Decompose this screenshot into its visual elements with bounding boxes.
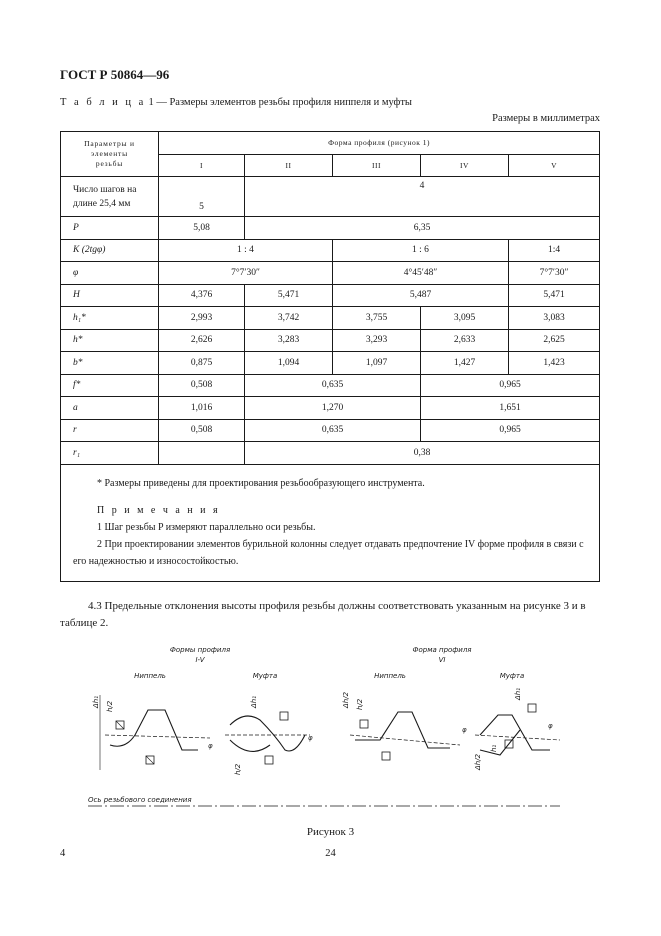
table-cell: 1,270 [245, 397, 421, 420]
table-cell: 0,508 [159, 374, 245, 397]
header-param-line: элементы [91, 149, 128, 158]
row-label: Число шагов на длине 25,4 мм [61, 177, 159, 217]
table-cell: 3,095 [421, 307, 509, 330]
table-cell: 7°7′30″ [159, 262, 333, 285]
table-cell: 6,35 [245, 217, 600, 240]
thread-axis-label: Ось резьбового соединения [88, 796, 192, 804]
table-cell: 3,283 [245, 329, 333, 352]
table-cell: 4°45′48″ [333, 262, 509, 285]
right-title-line-2: VI [438, 656, 446, 664]
units-note: Размеры в миллиметрах [492, 113, 600, 124]
row-label: f* [61, 374, 159, 397]
table-caption [60, 97, 412, 108]
header-param-cell [61, 132, 159, 177]
dim-label: φ [548, 722, 553, 730]
dim-label: Δh/2 [342, 691, 350, 708]
header-form: V [509, 154, 600, 177]
table-cell: 1,094 [245, 352, 333, 375]
table-caption-number: 1 [148, 97, 154, 108]
header-param-line: резьбы [95, 159, 124, 168]
left-title-line-1: Формы профиля [169, 646, 231, 654]
left-coupling-label: Муфта [252, 672, 278, 680]
left-nipple-label: Ниппель [134, 672, 166, 680]
row-label: P [61, 217, 159, 240]
dim-label: h/2 [106, 700, 114, 712]
header-form: III [333, 154, 421, 177]
table-cell: 1,016 [159, 397, 245, 420]
thread-profile-figure [80, 640, 570, 820]
dim-label: φ [308, 734, 313, 742]
table-cell: 2,626 [159, 329, 245, 352]
table-cell: 0,635 [245, 419, 421, 442]
table-cell: 4 [245, 177, 600, 217]
dim-label: Δh₁ [514, 687, 522, 700]
table-cell: 1 : 6 [333, 239, 509, 262]
table-cell: 0,635 [245, 374, 421, 397]
dim-label: Δh/2 [474, 753, 482, 770]
row-label: r [61, 419, 159, 442]
header-form: II [245, 154, 333, 177]
table-cell: 1,423 [509, 352, 600, 375]
table-cell: 0,965 [421, 374, 600, 397]
table-cell: 5,471 [509, 284, 600, 307]
note-2: 2 При проектировании элементов бурильной колонны следует отдавать предпочтение IV форме профиля в связи с его надежностью и износостойкостью. [73, 538, 584, 567]
notes-title: П р и м е ч а н и я [97, 504, 221, 516]
row-label: φ [61, 262, 159, 285]
table-cell: 3,293 [333, 329, 421, 352]
header-param-line: Параметры и [84, 139, 135, 148]
right-title-line-1: Форма профиля [412, 646, 472, 654]
header-profile-form: Форма профиля (рисунок 1) [159, 132, 600, 155]
document-code: ГОСТ Р 50864—96 [60, 67, 170, 82]
table-cell: 3,755 [333, 307, 421, 330]
table-caption-prefix: Т а б л и ц а [60, 97, 146, 108]
left-coupling-profile [225, 712, 310, 764]
row-label: K (2tgφ) [61, 239, 159, 262]
table-cell: 3,083 [509, 307, 600, 330]
row-label: a [61, 397, 159, 420]
row-label: h* [61, 329, 159, 352]
table-cell: 2,633 [421, 329, 509, 352]
left-nipple-profile [100, 695, 210, 770]
table-cell: 5,08 [159, 217, 245, 240]
table-cell: 1:4 [509, 239, 600, 262]
table-cell: 0,508 [159, 419, 245, 442]
header-form: IV [421, 154, 509, 177]
page-number-center: 24 [325, 848, 336, 859]
page-number-left: 4 [60, 848, 66, 859]
right-coupling-label: Муфта [499, 672, 525, 680]
left-title-line-2: I-V [195, 656, 205, 664]
table-cell: 1 : 4 [159, 239, 333, 262]
table-cell: 2,625 [509, 329, 600, 352]
table-cell: 5 [159, 177, 245, 217]
table-cell: 0,875 [159, 352, 245, 375]
dim-label: h/2 [356, 698, 364, 710]
header-form: I [159, 154, 245, 177]
dim-label: h₁ [490, 744, 498, 752]
row-label: r₁ [61, 442, 159, 465]
table-cell: 2,993 [159, 307, 245, 330]
table-cell: 0,38 [245, 442, 600, 465]
right-nipple-label: Ниппель [374, 672, 406, 680]
row-label: b* [61, 352, 159, 375]
table-cell: 4,376 [159, 284, 245, 307]
dim-label: Δh₁ [92, 695, 100, 708]
dim-label: φ [462, 726, 467, 734]
table-cell: 7°7′30″ [509, 262, 600, 285]
table-cell: 1,427 [421, 352, 509, 375]
figure-caption: Рисунок 3 [306, 826, 355, 838]
table-cell: 0,965 [421, 419, 600, 442]
table-cell: 1,097 [333, 352, 421, 375]
note-1: 1 Шаг резьбы P измеряют параллельно оси резьбы. [97, 521, 316, 533]
thread-dimensions-table [60, 131, 600, 582]
table-notes [61, 464, 600, 581]
table-cell: 1,651 [421, 397, 600, 420]
dim-label: φ [208, 742, 213, 750]
paragraph-4-3: 4.3 Предельные отклонения высоты профиля резьбы должны соответствовать указанным на рисунке 3 и в таблице 2. [60, 600, 586, 629]
dim-label: h/2 [234, 763, 242, 775]
table-cell: 5,471 [245, 284, 333, 307]
dim-label: Δh₁ [250, 695, 258, 708]
row-label: h₁* [61, 307, 159, 330]
right-nipple-profile [350, 712, 460, 760]
table-cell: 5,487 [333, 284, 509, 307]
row-label: H [61, 284, 159, 307]
table-cell: 3,742 [245, 307, 333, 330]
table-caption-text: — Размеры элементов резьбы профиля ниппеля и муфты [153, 97, 412, 108]
table-cell [159, 442, 245, 465]
footnote: * Размеры приведены для проектирования резьбообразующего инструмента. [97, 477, 425, 489]
